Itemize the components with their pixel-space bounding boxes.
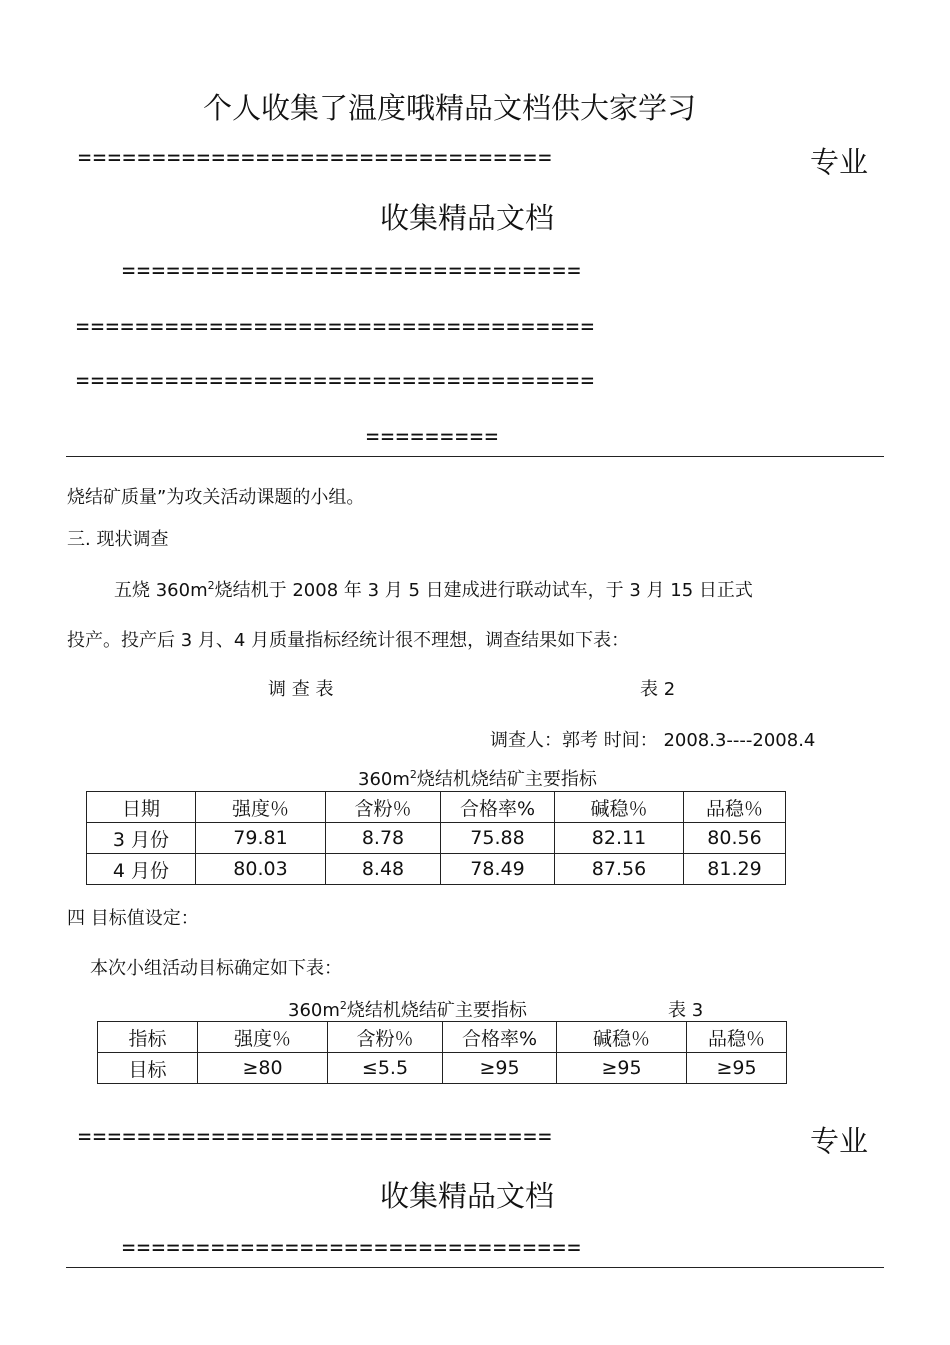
table-cell: 目标 [98, 1053, 198, 1084]
equals-divider-2: =============================== [122, 259, 583, 284]
footer-collection-label: 收集精品文档 [380, 1179, 555, 1213]
table-cell: 87.56 [555, 854, 684, 885]
table-header-cell: 品稳％ [684, 792, 786, 823]
table-header-cell: 品稳％ [687, 1022, 787, 1053]
table-cell: 79.81 [196, 823, 326, 854]
section-heading-3: 三. 现状调查 [67, 529, 169, 550]
table-2-label: 表 2 [640, 679, 676, 700]
equals-divider-3: =================================== [76, 315, 596, 340]
table-cell: 4 月份 [87, 854, 196, 885]
table-cell: 80.03 [196, 854, 326, 885]
table-header-cell: 指标 [98, 1022, 198, 1053]
table-cell: 78.49 [441, 854, 555, 885]
footer-rule [66, 1267, 884, 1268]
table-header-cell: 含粉％ [328, 1022, 443, 1053]
specialty-label: 专业 [810, 145, 869, 179]
survey-table-label: 调 查 表 [268, 679, 334, 700]
table-header-cell: 碱稳％ [555, 792, 684, 823]
table-3 [97, 1021, 787, 1084]
table-header-cell: 强度％ [196, 792, 326, 823]
table-2 [86, 791, 786, 885]
table-cell: 80.56 [684, 823, 786, 854]
table-2-caption: $360m^2$烧结机烧结矿主要指标 [358, 768, 597, 790]
table-cell: ≥95 [443, 1053, 557, 1084]
collection-label: 收集精品文档 [380, 201, 555, 235]
equals-divider-5: ========= [366, 425, 500, 450]
table-cell: 8.78 [326, 823, 441, 854]
table-row [87, 792, 786, 823]
footer-equals-divider-2: =============================== [122, 1236, 583, 1261]
paragraph-2: 本次小组活动目标确定如下表： [90, 958, 342, 979]
table-cell: 3 月份 [87, 823, 196, 854]
investigator-line: 调查人：郭考 时间： 2008.3----2008.4 [490, 730, 816, 751]
topic-line: 烧结矿质量”为攻关活动课题的小组。 [67, 487, 365, 508]
table-header-cell: 日期 [87, 792, 196, 823]
table-cell: 82.11 [555, 823, 684, 854]
table-row [98, 1022, 787, 1053]
paragraph-1-line-1: 五烧 $360m^2$烧结机于 2008 年 3 月 5 日建成进行联动试车，于 3 月 15 日正式 [114, 579, 753, 601]
table-cell: 81.29 [684, 854, 786, 885]
table-cell: ≤5.5 [328, 1053, 443, 1084]
table-header-cell: 合格率% [441, 792, 555, 823]
table-3-label: 表 3 [668, 1000, 704, 1021]
header-rule [66, 456, 884, 457]
table-header-cell: 碱稳％ [557, 1022, 687, 1053]
table-cell: ≥80 [198, 1053, 328, 1084]
table-row [98, 1053, 787, 1084]
section-heading-4: 四 目标值设定： [67, 908, 199, 929]
footer-equals-divider-1: ================================ [78, 1125, 554, 1150]
table-header-cell: 合格率% [443, 1022, 557, 1053]
table-cell: ≥95 [687, 1053, 787, 1084]
table-3-caption: $360m^2$烧结机烧结矿主要指标 [288, 999, 527, 1021]
table-cell: ≥95 [557, 1053, 687, 1084]
table-row [87, 823, 786, 854]
table-row [87, 854, 786, 885]
table-cell: 75.88 [441, 823, 555, 854]
footer-specialty-label: 专业 [810, 1124, 869, 1158]
paragraph-1-line-2: 投产。投产后 3 月、4 月质量指标经统计很不理想，调查结果如下表： [67, 630, 630, 651]
table-header-cell: 含粉％ [326, 792, 441, 823]
page-title: 个人收集了温度哦精品文档供大家学习 [203, 91, 697, 125]
table-header-cell: 强度％ [198, 1022, 328, 1053]
equals-divider-4: =================================== [76, 369, 596, 394]
equals-divider-1: ================================ [78, 146, 554, 171]
table-cell: 8.48 [326, 854, 441, 885]
